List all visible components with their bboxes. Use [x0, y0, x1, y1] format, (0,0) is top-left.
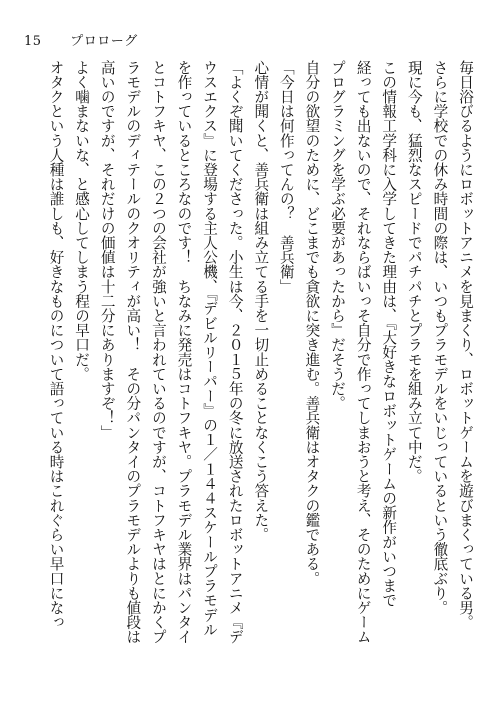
text-line-4: この情報工学科に入学してきた理由は、『大好きなロボットゲームの新作がいつまで	[380, 60, 398, 608]
text-line-16: よく噛まないな、と感心してしまう程の早口だ。	[73, 60, 91, 382]
text-line-8: 「今日は何作ってんの？ 善兵衛」	[277, 60, 295, 294]
page-header	[24, 30, 138, 49]
text-line-13: とコトフキヤ、この２つの会社が強いと言われているのですが、コトフキヤはとにかくプ	[149, 60, 167, 644]
chapter-title: プロローグ	[70, 34, 138, 49]
text-line-7: 自分の欲望のために、どこまでも貪欲に突き進む。善兵衛はオタクの鑑である。	[303, 60, 321, 586]
text-line-9: 心情が聞くと、善兵衛は組み立てる手を一切止めることなくこう答えた。	[252, 60, 270, 542]
page-number: 15	[24, 34, 42, 49]
text-line-17: オタクという人種は誰しも、好きなものについて語っている時はこれぐらい早口になっ	[47, 60, 65, 630]
text-line-14: ラモデルのディテールのクオリティが高い！ その分パンタイのプラモデルよりも値段は	[124, 60, 142, 644]
text-line-2: さらに学校での休み時間の際は、いつもプラモデルをいじっているという徹底ぶり。	[431, 60, 449, 615]
text-line-5: 経っても出ないので、それならばいっそ自分で作ってしまおうと考え、そのためにゲーム	[354, 60, 372, 644]
text-line-12: を作っているところなのです！ ちなみに発売はコトフキヤ。プラモデル業界はパンタイ	[175, 60, 193, 644]
text-line-11: ウスエクス』に登場する主人公機、『デビルリーパー』の１／１４４スケールプラモデル	[201, 60, 219, 637]
text-line-15: 高いのですが、それだけの価値は十二分にありますぞ！」	[98, 60, 116, 440]
vertical-text-body	[18, 60, 478, 675]
text-line-1: 毎日浴びるようにロボットアニメを見まくり、ロボットゲームを遊びまくっている男。	[457, 60, 474, 630]
text-line-3: 現に今も、猛烈なスピードでパチパチとプラモを組み立て中だ。	[405, 60, 423, 484]
text-line-6: プログラミングを学ぶ必要があったから』だそうだ。	[329, 60, 347, 411]
text-line-10: 「よくぞ聞いてくださった。小生は今、２０１５年の冬に放送されたロボットアニメ『デ	[226, 60, 244, 644]
